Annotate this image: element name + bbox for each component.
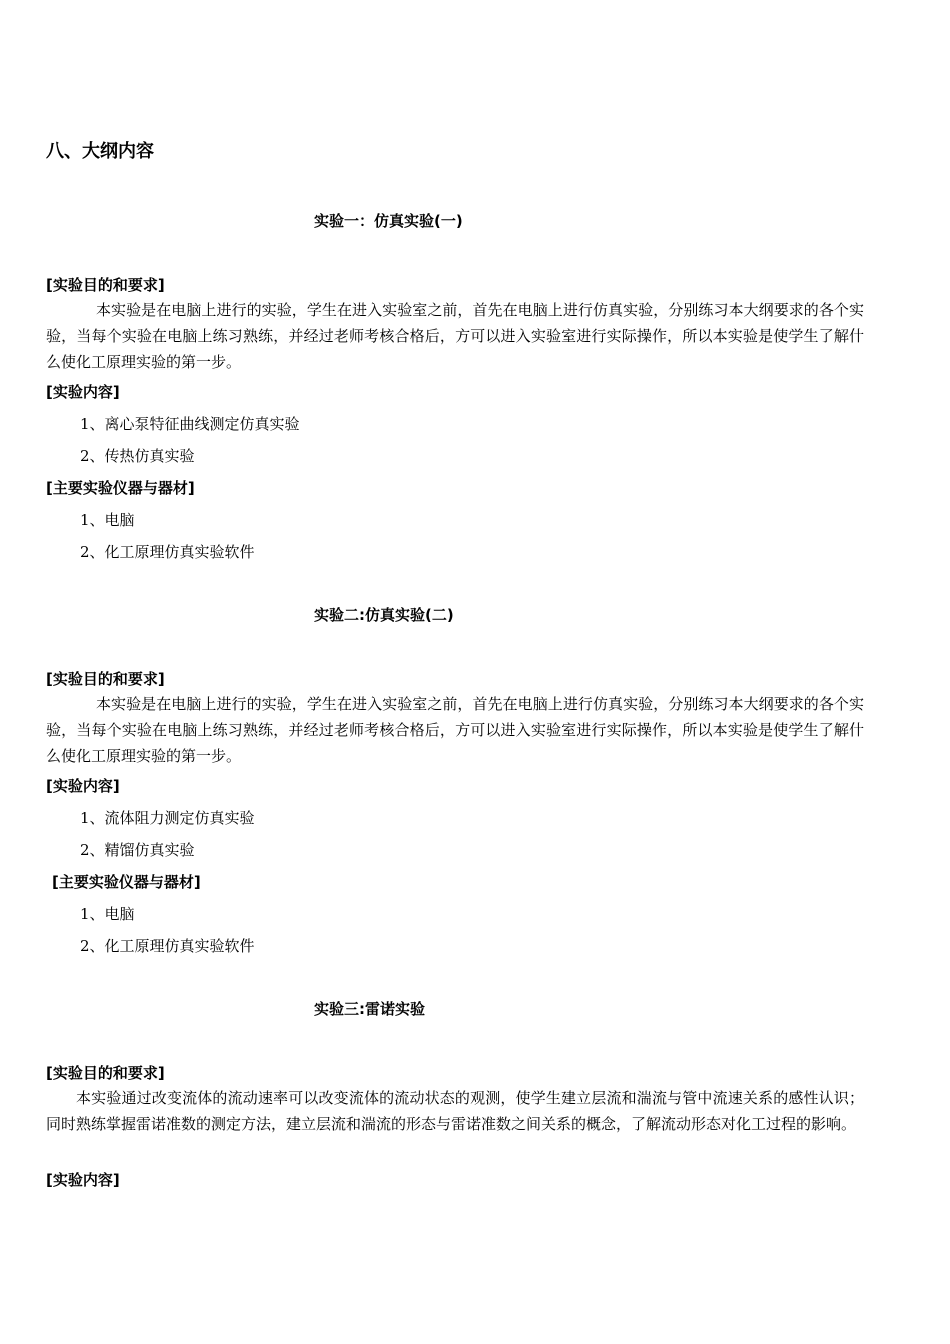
- experiment-1-purpose-text: 本实验是在电脑上进行的实验，学生在进入实验室之前，首先在电脑上进行仿真实验，分别练习本大纲要求的各个实验，当每个实验在电脑上练习熟练，并经过老师考核合格后，方可以进入实验室进行实际操作，所以本实验是使学生了解什么使化工原理实验的第一步。: [46, 301, 864, 371]
- experiment-1-purpose-heading: [实验目的和要求]: [46, 276, 165, 294]
- experiment-2-equipment-item-1: 1、电脑: [80, 905, 135, 923]
- experiment-3-title: 实验三:雷诺实验: [314, 1000, 425, 1018]
- experiment-2-content-item-1: 1、流体阻力测定仿真实验: [80, 809, 255, 827]
- experiment-2-content-heading: [实验内容]: [46, 777, 120, 795]
- experiment-1-content-heading: [实验内容]: [46, 383, 120, 401]
- experiment-2-equipment-item-2: 2、化工原理仿真实验软件: [80, 937, 255, 955]
- experiment-1-content-item-1: 1、离心泵特征曲线测定仿真实验: [80, 415, 300, 433]
- experiment-2-content-item-2: 2、精馏仿真实验: [80, 841, 195, 859]
- experiment-2-equipment-heading: [主要实验仪器与器材]: [52, 873, 201, 891]
- experiment-3-purpose-heading: [实验目的和要求]: [46, 1064, 165, 1082]
- experiment-1-equipment-heading: [主要实验仪器与器材]: [46, 479, 195, 497]
- section-title: 八、大纲内容: [46, 141, 154, 162]
- experiment-3-purpose-text: 本实验通过改变流体的流动速率可以改变流体的流动状态的观测，使学生建立层流和湍流与管中流速关系的感性认识；同时熟练掌握雷诺准数的测定方法，建立层流和湍流的形态与雷诺准数之间关系的概念，了解流动形态对化工过程的影响。: [46, 1089, 864, 1133]
- experiment-1-content-item-2: 2、传热仿真实验: [80, 447, 195, 465]
- experiment-3-content-heading: [实验内容]: [46, 1171, 120, 1189]
- experiment-2-purpose-text: 本实验是在电脑上进行的实验，学生在进入实验室之前，首先在电脑上进行仿真实验，分别练习本大纲要求的各个实验，当每个实验在电脑上练习熟练，并经过老师考核合格后，方可以进入实验室进行实际操作，所以本实验是使学生了解什么使化工原理实验的第一步。: [46, 695, 864, 765]
- experiment-1-title: 实验一：仿真实验(一): [314, 212, 463, 230]
- experiment-1-equipment-item-1: 1、电脑: [80, 511, 135, 529]
- experiment-2-title: 实验二:仿真实验(二): [314, 606, 454, 624]
- experiment-1-equipment-item-2: 2、化工原理仿真实验软件: [80, 543, 255, 561]
- experiment-2-purpose-heading: [实验目的和要求]: [46, 670, 165, 688]
